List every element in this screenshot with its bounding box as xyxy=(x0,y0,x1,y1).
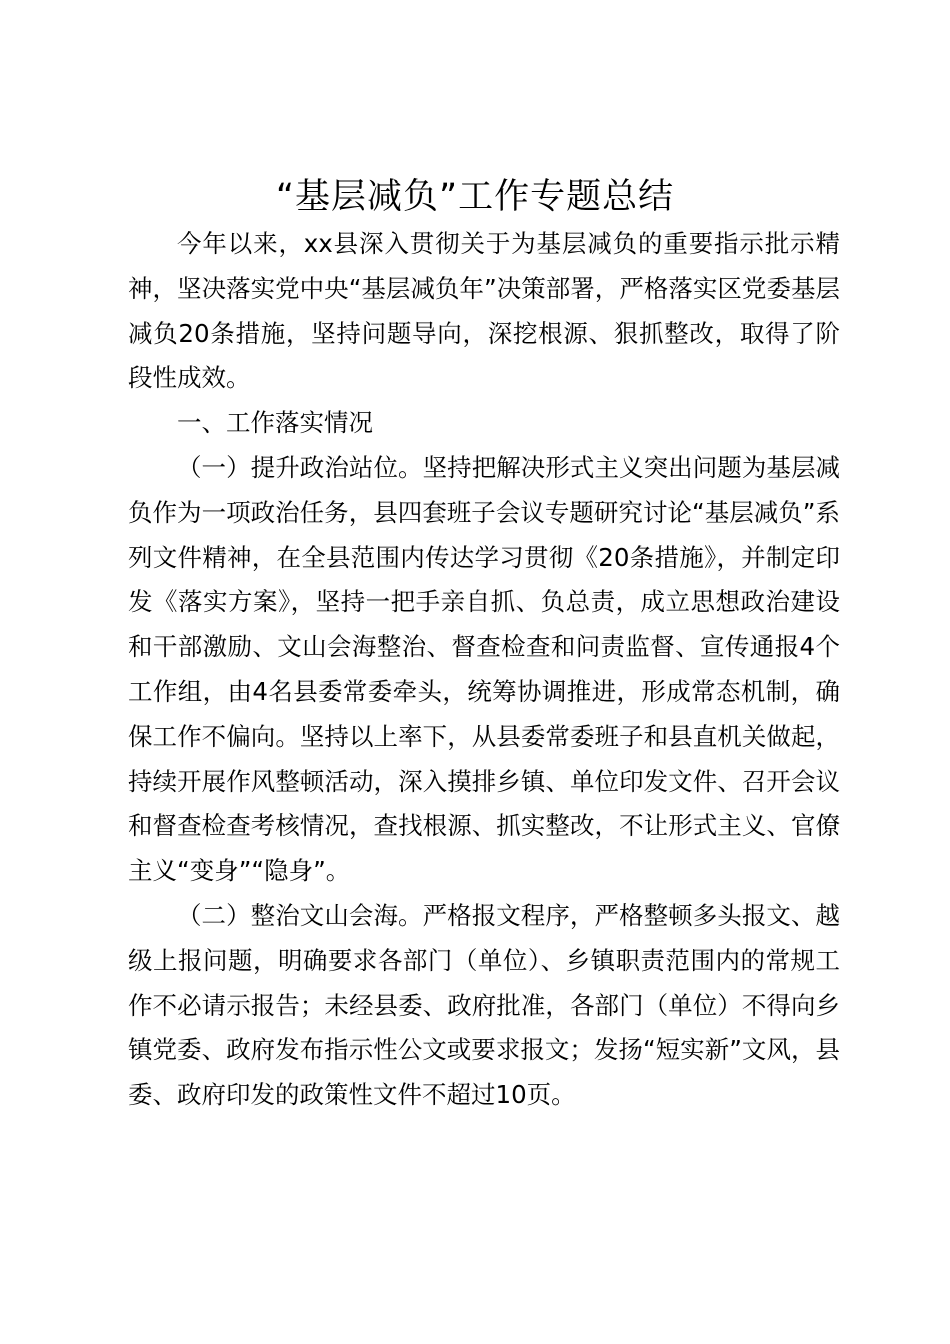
paragraph-political-stance: （一）提升政治站位。坚持把解决形式主义突出问题为基层减负作为一项政治任务，县四套班子会议专题研究讨论“基层减负”系列文件精神，在全县范围内传达学习贯彻《20条措施》，并制定印发《落实方案》，坚持一把手亲自抓、负总责，成立思想政治建设和干部激励、文山会海整治、督查检查和问责监督、宣传通报4个工作组，由4名县委常委牵头，统筹协调推进，形成常态机制，确保工作不偏向。坚持以上率下，从县委常委班子和县直机关做起，持续开展作风整顿活动，深入摸排乡镇、单位印发文件、召开会议和督查检查考核情况，查找根源、抓实整改，不让形式主义、官僚主义“变身”“隐身”。 xyxy=(128,452,840,886)
paragraph-document-meeting-rectification: （二）整治文山会海。严格报文程序，严格整顿多头报文、越级上报问题，明确要求各部门（单位）、乡镇职责范围内的常规工作不必请示报告；未经县委、政府批准，各部门（单位）不得向乡镇党委、政府发布指示性公文或要求报文；发扬“短实新”文风，县委、政府印发的政策性文件不超过10页。 xyxy=(128,900,840,1110)
document-body xyxy=(128,222,840,1118)
document-title: “基层减负”工作专题总结 xyxy=(275,177,675,217)
section-heading: 一、工作落实情况 xyxy=(177,408,373,438)
intro-paragraph: 今年以来，xx县深入贯彻关于为基层减负的重要指示批示精神，坚决落实党中央“基层减负年”决策部署，严格落实区党委基层减负20条措施，坚持问题导向，深挖根源、狠抓整改，取得了阶段性成效。 xyxy=(128,229,840,393)
